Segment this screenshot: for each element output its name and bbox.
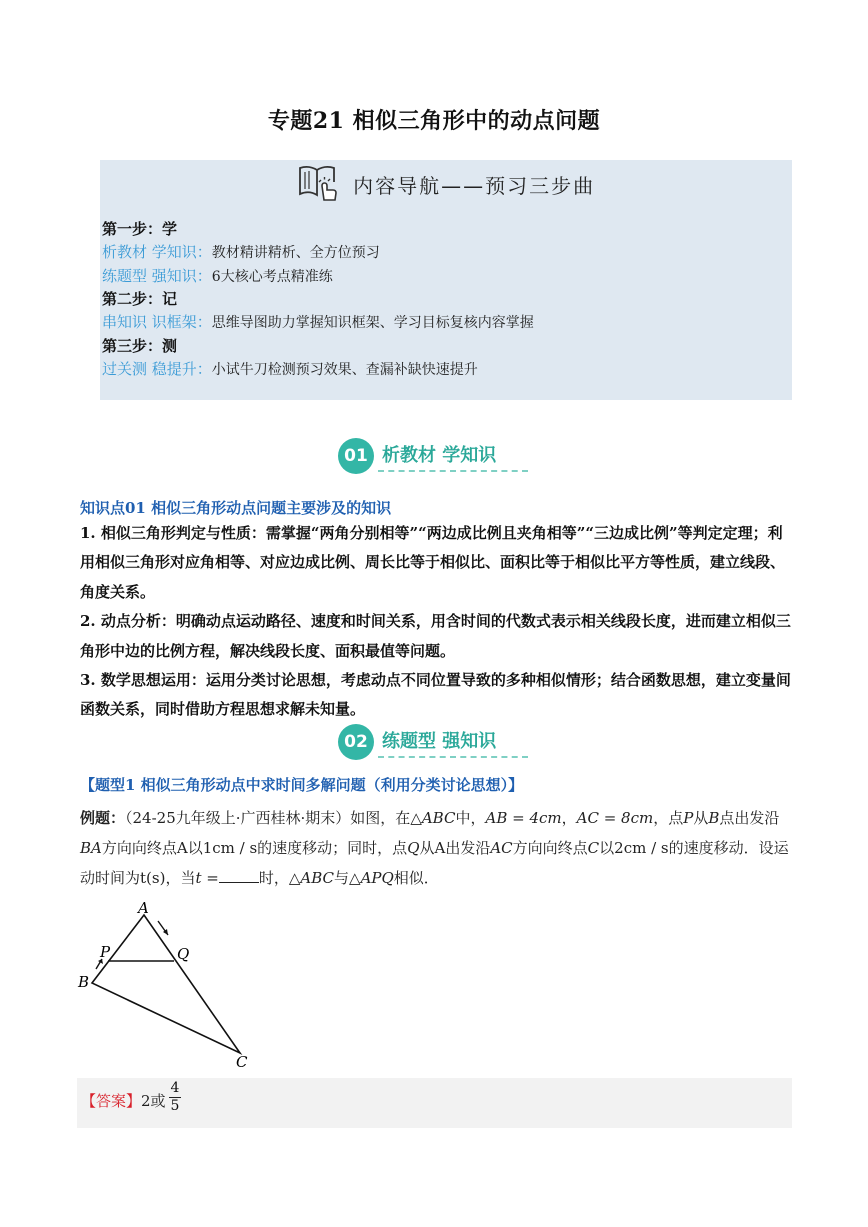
text: 点出发沿 (719, 809, 780, 827)
fraction-numerator: 4 (170, 1080, 180, 1096)
knowledge-paragraph: 2. 动点分析：明确动点运动路径、速度和时间关系，用含时间的代数式表示相关线段长度，进而建立相似三角形中边的比例方程，解决线段长度、面积最值等问题。 (80, 612, 791, 660)
knowledge-paragraph: 3. 数学思想运用：运用分类讨论思想，考虑动点不同位置导致的多种相似情形；结合函数思想，建立变量间函数关系，同时借助方程思想求解未知量。 (80, 671, 791, 719)
answer-value: 2或 (141, 1092, 166, 1110)
section-underline (378, 756, 528, 758)
page-title: 专题21 相似三角形中的动点问题 (267, 108, 601, 134)
math: AC = 8cm (576, 809, 654, 827)
guide-tag: 练题型 强知识： (102, 266, 212, 285)
text: ，当 (165, 869, 196, 887)
knowledge-body (80, 519, 794, 725)
example-question (80, 803, 792, 893)
guide-tag: 析教材 学知识： (102, 242, 212, 261)
vertex-label-c: C (236, 1053, 248, 1071)
guide-header (100, 162, 792, 207)
section-number: 02 (338, 724, 374, 760)
section-label: 练题型 强知识 (382, 731, 497, 752)
vertex-label-a: A (138, 899, 149, 917)
text: 时， (258, 869, 289, 887)
text: 以 (599, 839, 615, 857)
step-1: 第一步：学 (102, 220, 178, 238)
math: △APQ (349, 869, 394, 887)
guide-header-text: 内容导航——预习三步曲 (353, 174, 596, 198)
fraction-denominator: 5 (170, 1098, 180, 1114)
math: 1cm / s (202, 839, 258, 857)
example-source: （24-25九年级上·广西桂林·期末） (125, 809, 351, 827)
math: AC (490, 839, 513, 857)
guide-row (102, 358, 534, 382)
math: Q (407, 839, 420, 857)
answer-blank (219, 868, 259, 883)
guide-desc: 教材精讲精析、全方位预习 (211, 244, 380, 261)
text: 与 (334, 869, 350, 887)
text: 的速度移动；同时，点 (257, 839, 408, 857)
point-label-p: P (100, 943, 111, 961)
knowledge-paragraph: 1. 相似三角形判定与性质：需掌握“两角分别相等”“两边成比例且夹角相等”“三边成比例”等判定定理；利用相似三角形对应角相等、对应边成比例、周长比等于相似比、面积比等于相似比平方等性质，建立线段、角度关系。 (80, 524, 786, 601)
step-3: 第三步：测 (102, 336, 178, 355)
section-underline (378, 470, 528, 472)
text: 中， (455, 809, 486, 827)
math: △ABC (410, 809, 456, 827)
math: C (587, 839, 600, 857)
guide-box (100, 160, 792, 400)
guide-desc: 思维导图助力掌握知识框架、学习目标复核内容掌握 (211, 315, 534, 332)
math: 2cm / s (614, 839, 669, 857)
answer-box (77, 1078, 792, 1128)
guide-row (102, 311, 534, 335)
math: t = (195, 869, 219, 887)
knowledge-point-title: 知识点01 相似三角形动点问题主要涉及的知识 (80, 499, 392, 517)
math: AB = 4cm (485, 809, 562, 827)
text: 如图，在 (350, 809, 411, 827)
answer-tag: 【答案】 (81, 1092, 142, 1110)
point-label-q: Q (177, 945, 190, 963)
guide-lines (102, 218, 534, 382)
math: △ABC (288, 869, 335, 887)
text: ， (561, 809, 577, 827)
step-2: 第二步：记 (102, 290, 178, 309)
section-number: 01 (338, 438, 374, 474)
question-type-title: 【题型1 相似三角形动点中求时间多解问题（利用分类讨论思想）】 (80, 776, 524, 794)
math: t(s) (140, 869, 166, 887)
guide-row (102, 241, 534, 265)
text: 方向向终点 (512, 839, 588, 857)
text: 方向向终点A以 (101, 839, 203, 857)
text: 从A出发沿 (419, 839, 491, 857)
answer-fraction (169, 1080, 181, 1115)
triangle-figure (72, 895, 272, 1079)
section-label: 析教材 学知识 (382, 445, 497, 466)
guide-desc: 小试牛刀检测预习效果、查漏补缺快速提升 (211, 361, 478, 378)
guide-tag: 过关测 稳提升： (102, 359, 212, 378)
text: 相似． (393, 869, 439, 887)
guide-row (102, 265, 534, 289)
text: ，点 (653, 809, 684, 827)
math: P (683, 809, 694, 827)
math: B (708, 809, 720, 827)
vertex-label-b: B (78, 973, 90, 991)
guide-desc: 6大核心考点精准练 (211, 268, 333, 285)
text: 的速度移动．设运动时间为 (80, 839, 789, 887)
text: 从 (693, 809, 709, 827)
example-lead: 例题： (80, 809, 126, 827)
book-hand-icon (297, 162, 341, 207)
math: BA (80, 839, 102, 857)
triangle-abc (92, 915, 240, 1053)
guide-tag: 串知识 识框架： (102, 313, 212, 332)
